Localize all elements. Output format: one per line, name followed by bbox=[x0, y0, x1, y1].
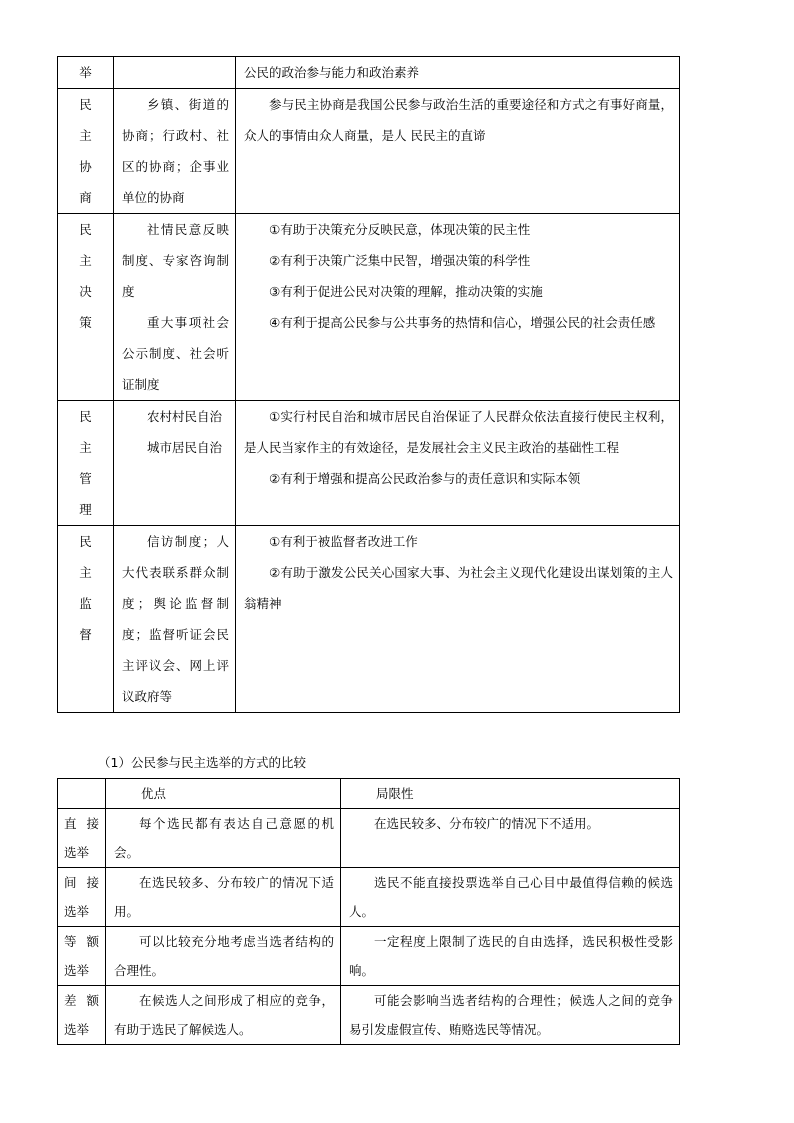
category-cell: 民 主 协 商 bbox=[58, 89, 114, 214]
participation-forms-table bbox=[57, 56, 680, 713]
cons-cell: 一定程度上限制了选民的自由选择，选民积极性受影响。 bbox=[341, 927, 680, 986]
table-row bbox=[58, 214, 680, 401]
header-cell-pros: 优点 bbox=[106, 779, 341, 809]
cons-cell: 选民不能直接投票选举自己心目中最值得信赖的候选人。 bbox=[341, 868, 680, 927]
table-row bbox=[58, 526, 680, 713]
table-row bbox=[58, 401, 680, 526]
header-cell-empty bbox=[58, 779, 106, 809]
content-cell: ①实行村民自治和城市居民自治保证了人民群众依法直接行使民主权利，是人民当家作主的有效途径，是发展社会主义民主政治的基础性工程 ②有利于增强和提高公民政治参与的责任意识和实际本领 bbox=[236, 401, 680, 526]
category-cell: 民 主 监 督 bbox=[58, 526, 114, 713]
content-cell: 参与民主协商是我国公民参与政治生活的重要途径和方式之有事好商量，众人的事情由众人商量，是人 民民主的直谛 bbox=[236, 89, 680, 214]
pros-cell: 在选民较多、分布较广的情况下适用。 bbox=[106, 868, 341, 927]
forms-cell: 信访制度；人大代表联系群众制度；舆论监督制度；监督听证会民主评议会、网上评议政府等 bbox=[114, 526, 236, 713]
table-row bbox=[58, 986, 680, 1045]
pros-cell: 在候选人之间形成了相应的竞争，有助于选民了解候选人。 bbox=[106, 986, 341, 1045]
category-cell: 举 bbox=[58, 57, 114, 89]
table-row bbox=[58, 927, 680, 986]
forms-cell: 社情民意反映制度、专家咨询制度 重大事项社会公示制度、社会听证制度 bbox=[114, 214, 236, 401]
table-row bbox=[58, 809, 680, 868]
election-type-cell: 直接 选举 bbox=[58, 809, 106, 868]
table-row bbox=[58, 89, 680, 214]
section-heading: （1）公民参与民主选举的方式的比较 bbox=[98, 755, 306, 770]
election-type-cell: 差额 选举 bbox=[58, 986, 106, 1045]
pros-cell: 每个选民都有表达自己意愿的机会。 bbox=[106, 809, 341, 868]
table-header-row bbox=[58, 779, 680, 809]
header-cell-cons: 局限性 bbox=[341, 779, 680, 809]
cons-cell: 可能会影响当选者结构的合理性；候选人之间的竞争易引发虚假宣传、贿赂选民等情况。 bbox=[341, 986, 680, 1045]
election-type-cell: 间接 选举 bbox=[58, 868, 106, 927]
cons-cell: 在选民较多、分布较广的情况下不适用。 bbox=[341, 809, 680, 868]
pros-cell: 可以比较充分地考虑当选者结构的合理性。 bbox=[106, 927, 341, 986]
forms-cell: 乡镇、街道的协商；行政村、社区的协商；企事业单位的协商 bbox=[114, 89, 236, 214]
category-cell: 民 主 决 策 bbox=[58, 214, 114, 401]
content-cell: ①有助于决策充分反映民意，体现决策的民主性 ②有利于决策广泛集中民智，增强决策的科学性 ③有利于促进公民对决策的理解，推动决策的实施 ④有利于提高公民参与公共事务的热情和信心，增强公民的社会责任感 bbox=[236, 214, 680, 401]
forms-cell bbox=[114, 57, 236, 89]
forms-cell: 农村村民自治 城市居民自治 bbox=[114, 401, 236, 526]
content-cell: 公民的政治参与能力和政治素养 bbox=[236, 57, 680, 89]
table-row bbox=[58, 57, 680, 89]
table-row bbox=[58, 868, 680, 927]
election-type-cell: 等额 选举 bbox=[58, 927, 106, 986]
category-cell: 民 主 管 理 bbox=[58, 401, 114, 526]
election-comparison-table bbox=[57, 778, 680, 1045]
content-cell: ①有利于被监督者改进工作 ②有助于激发公民关心国家大事、为社会主义现代化建设出谋划策的主人翁精神 bbox=[236, 526, 680, 713]
